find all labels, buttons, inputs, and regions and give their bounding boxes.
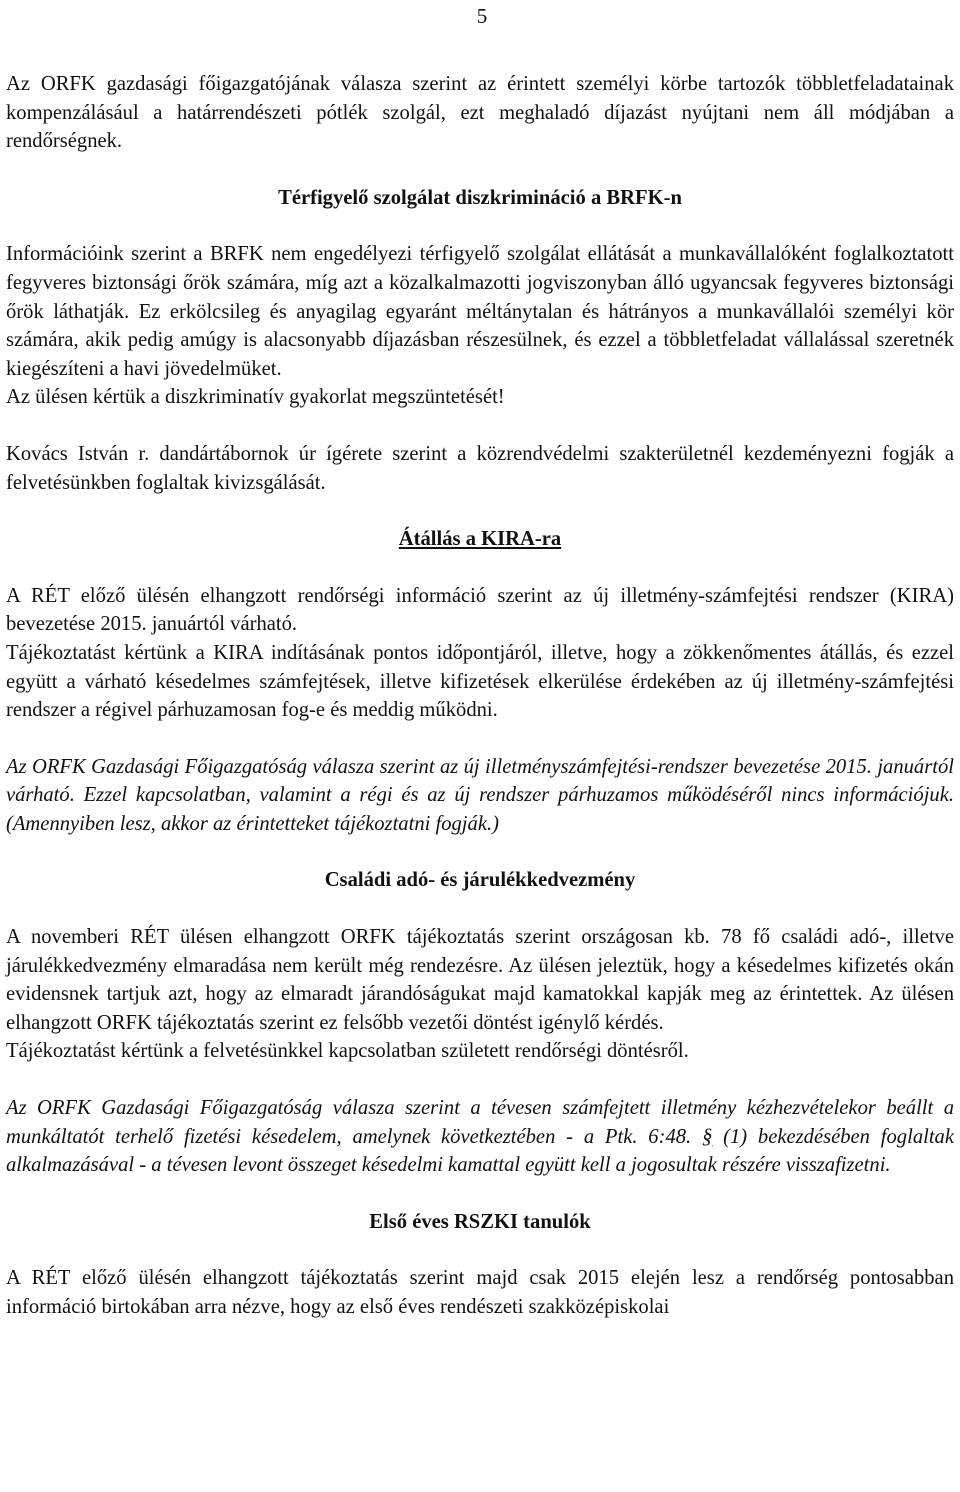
document-body <box>6 70 954 1322</box>
paragraph-brfk-info: Információink szerint a BRFK nem engedélyezi térfigyelő szolgálat ellátását a munkavállalóként foglalkoztatott fegyveres biztonsági őrök számára, míg azt a közalkalmazotti jogviszonyban álló ugyancsak fegyveres biztonsági őrök láthatják. Ez erkölcsileg és anyagilag egyaránt méltánytalan és hátrányos a munkavállalói személyi kör számára, akik pedig amúgy is alacsonyabb díjazásban részesülnek, és ezzel a többletfeladat vállalással szeretnék kiegészíteni a havi jövedelmüket. <box>6 243 954 380</box>
section-sign: § <box>702 1125 713 1148</box>
heading-csaladi: Családi adó- és járulékkedvezmény <box>324 869 636 892</box>
paragraph-kira-response: Az ORFK Gazdasági Főigazgatóság válasza szerint az új illetményszámfejtési-rendszer bevezetése 2015. januártól várható. Ezzel kapcsolatban, valamint a régi és az új rendszer párhuzamos működéséről nincs információjuk. (Amennyiben lesz, akkor az érintetteket tájékoztatni fogják.) <box>6 755 954 835</box>
paragraph-kira-request: Tájékoztatást kértünk a KIRA indításának pontos időpontjáról, illetve, hogy a zökkenőmentes átállás, és ezzel együtt a várható késedelmes számfejtések, illetve kifizetések elkerülése érdekében az új illetmény-számfejtési rendszer a régivel párhuzamosan fog-e és meddig működni. <box>6 641 954 722</box>
paragraph-orfk-response: Az ORFK gazdasági főigazgatójának válasza szerint az érintett személyi körbe tartozók többletfeladatainak kompenzálásául a határrendészeti pótlék szolgál, ezt meghaladó díjazást nyújtani nem áll módjában a rendőrségnek. <box>6 73 954 153</box>
heading-terfigyelo: Térfigyelő szolgálat diszkrimináció a BRFK-n <box>278 186 682 209</box>
paragraph-ret-kira: A RÉT előző ülésén elhangzott rendőrségi információ szerint az új illetmény-számfejtési rendszer (KIRA) bevezetése 2015. januártól várható. <box>6 584 954 636</box>
paragraph-csaladi-response-b: (1) bekezdésében foglaltak alkalmazásával - a tévesen levont összeget késedelmi kamattal együtt kell a jogosultak részére visszafizetni. <box>6 1125 954 1177</box>
paragraph-csaladi-request: Tájékoztatást kértünk a felvetésünkkel kapcsolatban született rendőrségi döntésről. <box>6 1040 689 1063</box>
paragraph-rszki: A RÉT előző ülésén elhangzott tájékoztatás szerint majd csak 2015 elején lesz a rendőrség pontosabban információ birtokában arra nézve, hogy az első éves rendészeti szakközépiskolai <box>6 1267 954 1318</box>
paragraph-csaladi-response <box>6 1094 954 1180</box>
paragraph-request: Az ülésen kértük a diszkriminatív gyakorlat megszüntetését! <box>6 386 505 409</box>
heading-kira-text: Átállás a KIRA-ra <box>398 528 562 551</box>
paragraph-csaladi: A novemberi RÉT ülésen elhangzott ORFK tájékoztatás szerint országosan kb. 78 fő családi adó-, illetve járulékkedvezmény elmaradása nem került még rendezésre. Az ülésen jeleztük, hogy a késedelmes kifizetés okán evidensnek tartjuk azt, hogy az elmaradt járandóságukat majd kamatokkal kapják meg az érintettek. Az ülésen elhangzott ORFK tájékoztatás szerint ez felsőbb vezetői döntést igénylő kérdés. <box>6 926 954 1034</box>
page-number: 5 <box>476 4 488 28</box>
paragraph-csaladi-response-a: Az ORFK Gazdasági Főigazgatóság válasza szerint a tévesen számfejtett illetmény kézhezvételekor beállt a munkáltatót terhelő fizetési késedelem, amelynek következtében - a Ptk. 6:48. <box>6 1097 954 1148</box>
paragraph-kovacs: Kovács István r. dandártábornok úr ígérete szerint a közrendvédelmi szakterületnél kezdeményezni fogják a felvetésünkben foglaltak kivizsgálását. <box>6 442 954 494</box>
heading-rszki: Első éves RSZKI tanulók <box>369 1210 591 1233</box>
heading-kira <box>6 525 954 554</box>
